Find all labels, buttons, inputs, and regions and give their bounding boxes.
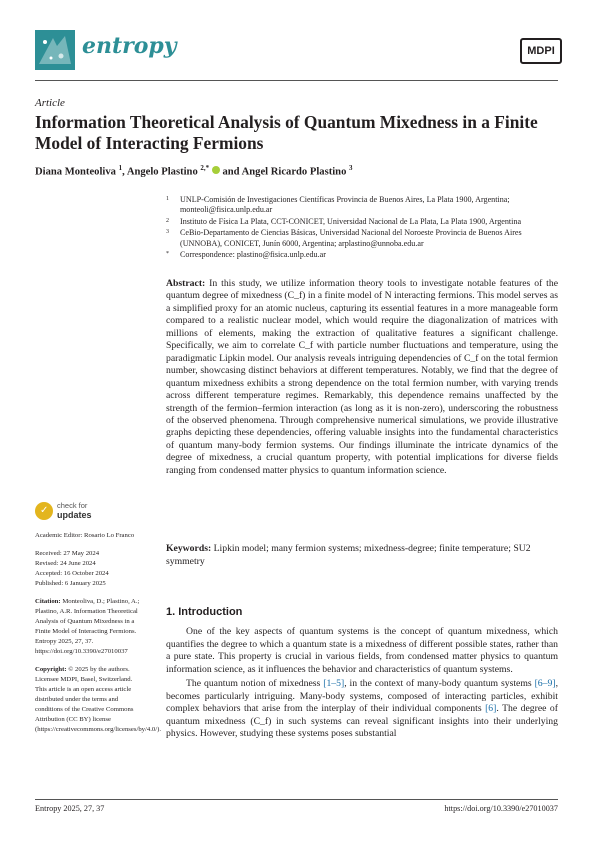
article-type: Article	[35, 97, 65, 109]
affiliation-item: 2 Instituto de Física La Plata, CCT-CONICET, Universidad Nacional de La Plata, La Plata 1900, Argentina	[166, 216, 522, 226]
paper-title: Information Theoretical Analysis of Quantum Mixedness in a Finite Model of Interacting Fermions	[35, 112, 538, 153]
keywords-label: Keywords:	[166, 543, 212, 554]
copyright: Copyright: © 2025 by the authors. Licensee MDPI, Basel, Switzerland. This article is an open access article distributed under the terms and conditions of the Creative Commons Attribution (CC BY) license (https://creativecommons.org/licenses/by/4.0/).	[35, 666, 161, 733]
body-text	[166, 626, 558, 743]
citation-link[interactable]: [1–5]	[323, 678, 345, 689]
academic-editor: Academic Editor: Rosario Lo Franco	[35, 532, 135, 539]
author-affiliation-mark: 2,*	[200, 164, 210, 172]
author-affiliation-mark: 3	[349, 164, 353, 172]
date-received: Received: 27 May 2024	[35, 550, 100, 557]
date-published: Published: 6 January 2025	[35, 580, 106, 587]
article-info-sidebar	[35, 531, 161, 743]
citation-link[interactable]: [6]	[485, 703, 497, 714]
abstract-text: In this study, we utilize information theory tools to investigate notable features of the quantum degree of mixedness (C_f) in a finite model of N interacting fermions. This model serves as a simplified proxy for an atomic nucleus, capturing its essential features in a more manageable form compared to a realistic nuclear model, which would require the diagonalization of matrices with millions of elements, making the extraction of qualitative features a significant challenge. Specifically, we aim to correlate C_f with particle number fluctuations and temperature, using the paradigmatic Lipkin model. Our analysis reveals intriguing dependencies of C_f on the total fermion number, showcasing distinct behaviors at different temperatures. Notably, we find that the degree of quantum mixedness exhibits a strong dependence on the total fermion number, with varying trends across different temperature regimes. Remarkably, this dependence remains unaffected by the strength of the fermion–fermion interaction (as long as it is non-zero), underscoring the robustness of the observed phenomena. Through comprehensive numerical simulations, we provide illustrative graphs depicting these dependencies, offering valuable insights into the fundamental characteristics of quantum many-body fermion systems. Our findings illuminate the intricate dynamics of the degree of mixedness, a crucial quantum property, with potential implications for diverse fields ranging from condensed matter physics to quantum information science.	[166, 278, 558, 476]
abstract	[166, 278, 558, 477]
author-name: Angel Ricardo Plastino	[241, 166, 347, 178]
footer-journal-ref: Entropy 2025, 27, 37	[35, 804, 105, 813]
check-for-updates-button[interactable]: ✓ check for updates	[35, 500, 145, 526]
author-name: Angelo Plastino	[126, 166, 198, 178]
header-divider	[35, 80, 558, 81]
date-revised: Revised: 24 June 2024	[35, 560, 96, 567]
footer-doi-link[interactable]: https://doi.org/10.3390/e27010037	[444, 804, 558, 813]
journal-name: entropy	[82, 33, 177, 59]
author-affiliation-mark: 1	[118, 164, 123, 172]
affiliation-item: 1 UNLP-Comisión de Investigaciones Científicas Provincia de Buenos Aires, La Plata 1900, Argentina; monteoli@fisica.unlp.edu.ar	[166, 195, 510, 215]
citation-link[interactable]: [6–9]	[534, 678, 556, 689]
affiliation-item: 3 CeBio-Departamento de Ciencias Básicas, Universidad Nacional del Noroeste Provincia de Buenos Aires (UNNOBA), CONICET, Junín 6000, Argentina; arplastino@unnoba.edu.ar	[166, 228, 522, 248]
dates	[35, 549, 145, 589]
journal-logo-icon	[35, 30, 75, 70]
abstract-label: Abstract:	[166, 278, 206, 289]
paragraph: One of the key aspects of quantum systems is the concept of quantum mixedness, which quantifies the degree to which a quantum state is a mixedness of different possible states, rather than a pure state. This property is crucial in various fields, from condensed matter physics to quantum information science, as it influences the behavior and characteristics of quantum systems.	[166, 626, 558, 675]
orcid-icon[interactable]	[212, 166, 220, 174]
footer-divider	[35, 799, 558, 800]
paragraph: The quantum notion of mixedness [1–5], in the context of many-body quantum systems [6–9], becomes particularly intriguing. Many-body systems, composed of interacting particles, exhibit complex behaviors that arise from the interplay of their individual components [6]. The degree of quantum mixedness (C_f) in such systems can reveal significant insights into their underlying physics. However, studying these systems poses substantial	[166, 678, 558, 739]
keywords-text: Lipkin model; many fermion systems; mixedness-degree; finite temperature; SU2 symmetry	[166, 543, 531, 567]
check-icon: ✓	[35, 502, 53, 520]
author-name: Diana Monteoliva	[35, 166, 116, 178]
keywords	[166, 543, 558, 568]
affiliations	[166, 195, 558, 261]
publisher-logo: MDPI	[520, 38, 562, 64]
section-heading: 1. Introduction	[166, 606, 243, 618]
author-list: Diana Monteoliva $^1$, Angelo Plastino $^{2,*}$ and Angel Ricardo Plastino $^3$	[35, 164, 353, 178]
citation: Citation: Monteoliva, D.; Plastino, A.; Plastino, A.R. Information Theoretical Analysis of Quantum Mixedness in a Finite Model of Interacting Fermions. Entropy 2025, 27, 37. https://doi.org/10.3390/e27010037	[35, 598, 140, 655]
date-accepted: Accepted: 16 October 2024	[35, 570, 109, 577]
affiliation-item: * Correspondence: plastino@fisica.unlp.edu.ar	[166, 250, 326, 260]
